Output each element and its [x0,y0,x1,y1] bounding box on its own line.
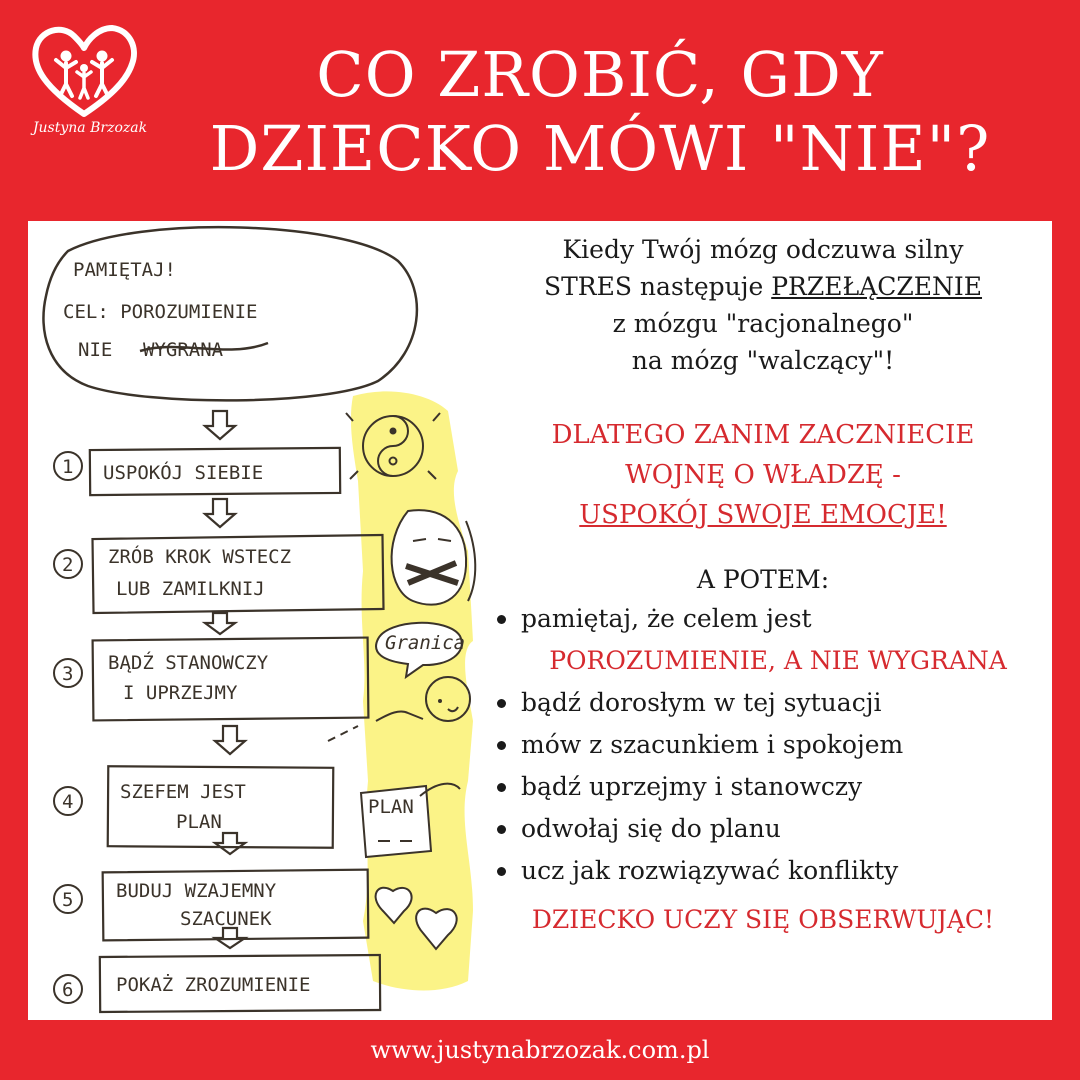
step-line: SZACUNEK [180,908,272,930]
bubble-line-3-crossed: WYGRANA [143,339,224,361]
step-line: BUDUJ WZAJEMNY [116,880,277,902]
then-heading: A POTEM: [696,565,830,594]
intro-text [483,231,1043,379]
page-title [160,38,1040,186]
step-number: 1 [62,456,74,478]
step-2 [54,535,384,613]
step-line: I UPRZEJMY [123,682,238,704]
tip-emphasis: POROZUMIENIE, A NIE WYGRANA [549,646,1007,675]
bubble-line-1: PAMIĘTAJ! [73,259,176,281]
intro-line-2 [483,268,1043,305]
website-link[interactable]: www.justynabrzozak.com.pl [370,1036,710,1064]
text-column [483,231,1043,940]
intro-line-4: na mózg "walczący"! [631,346,895,375]
flow-arrows [205,411,245,948]
step-line: POKAŻ ZROZUMIENIE [116,974,311,996]
tips-list [483,598,1043,640]
step-line: USPOKÓJ SIEBIE [103,462,264,484]
brand-name: Justyna Brzozak [32,120,148,136]
step-number: 3 [62,663,74,685]
warning-line-2: WOJNĘ O WŁADZĘ - [625,460,901,490]
step-5 [54,870,368,941]
step-line: SZEFEM JEST [120,781,246,803]
warning-line-3: USPOKÓJ SWOJE EMOCJE! [579,500,947,530]
step-line: BĄDŹ STANOWCZY [108,652,269,674]
tip-item: pamiętaj, że celem jest [495,598,1043,640]
tip-item: mów z szacunkiem i spokojem [495,724,1043,766]
step-4 [54,766,333,848]
bubble-line-2: CEL: POROZUMIENIE [63,301,258,323]
intro-line-3: z mózgu "racjonalnego" [612,309,914,338]
tip-item: ucz jak rozwiązywać konflikty [495,850,1043,892]
step-line: LUB ZAMILKNIJ [116,578,265,600]
step-1 [54,448,340,495]
content-panel [28,221,1052,1020]
brand-logo [20,22,150,152]
step-number: 6 [62,979,74,1001]
step-number: 5 [62,889,74,911]
step-number: 2 [62,554,74,576]
intro-line-2-prefix: STRES następuje [543,272,772,301]
heart-family-icon [28,22,140,122]
title-line-1: CO ZROBIĆ, GDY [316,38,884,111]
intro-line-1: Kiedy Twój mózg odczuwa silny [562,235,964,264]
step-line: PLAN [176,811,222,833]
tip-item: bądź dorosłym w tej sytuacji [495,682,1043,724]
granica-label: Granica [385,632,466,654]
closing-text: DZIECKO UCZY SIĘ OBSERWUJĄC! [531,905,995,934]
warning-line-1: DLATEGO ZANIM ZACZNIECIE [551,420,975,450]
sketch-flowchart [28,221,493,1020]
tip-item: odwołaj się do planu [495,808,1043,850]
step-3 [54,638,368,721]
step-line: ZRÓB KROK WSTECZ [108,546,292,568]
plan-label: PLAN [368,796,414,818]
intro-switch-word: PRZEŁĄCZENIE [771,272,983,301]
step-number: 4 [62,791,74,813]
tips-list-rest [483,682,1043,892]
step-6 [54,955,380,1012]
title-line-2: DZIECKO MÓWI "NIE"? [209,112,991,185]
warning-text [483,415,1043,535]
tip-item: bądź uprzejmy i stanowczy [495,766,1043,808]
bubble-line-3-prefix: NIE [78,339,113,361]
